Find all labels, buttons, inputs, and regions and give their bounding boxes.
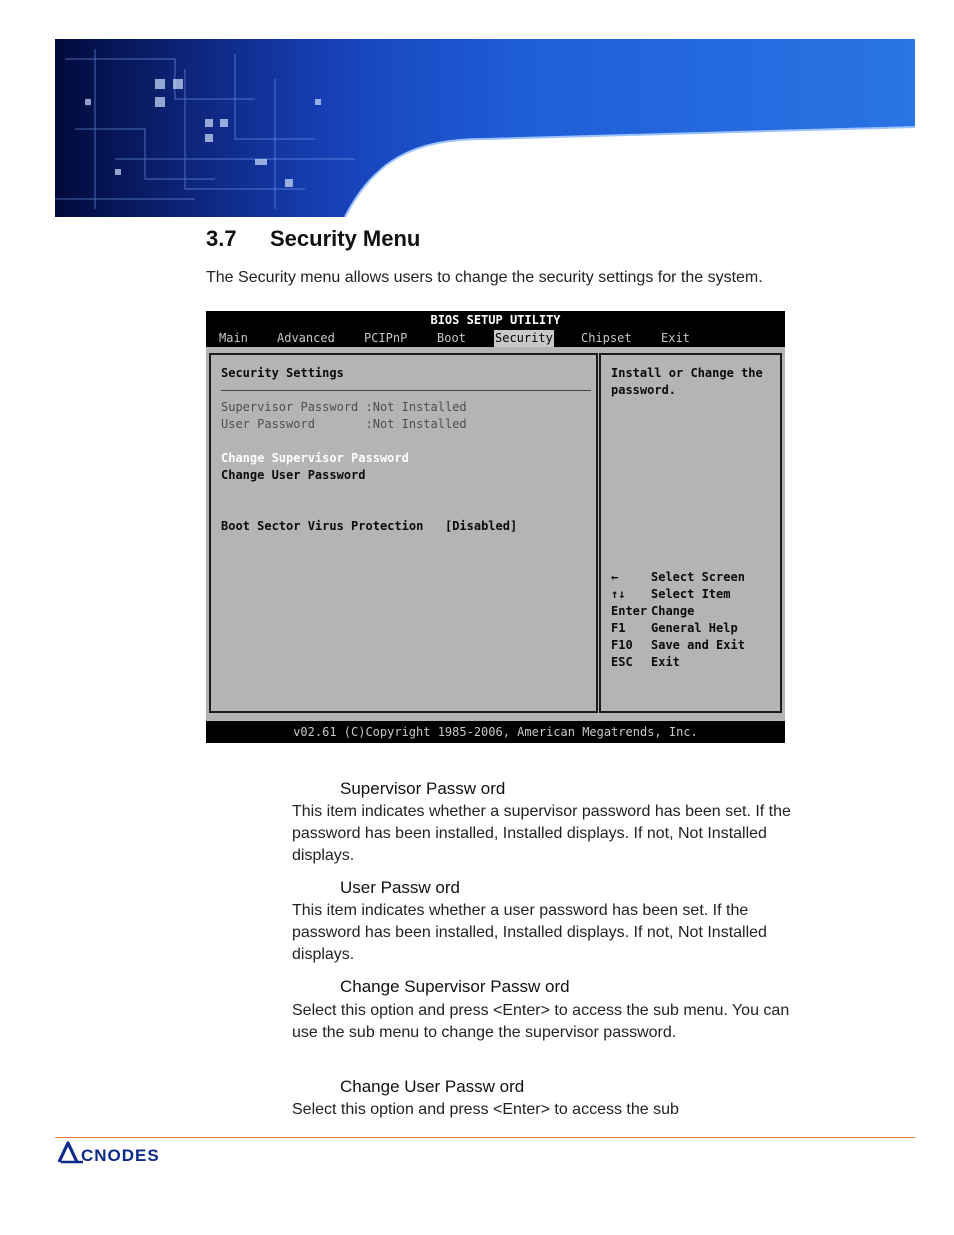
- bios-copyright-footer: v02.61 (C)Copyright 1985-2006, American Megatrends, Inc.: [206, 721, 785, 743]
- tab-boot[interactable]: Boot: [437, 331, 466, 345]
- change-supervisor-password-option[interactable]: Change Supervisor Password: [221, 451, 409, 465]
- tab-main[interactable]: Main: [219, 331, 248, 345]
- header-banner: [55, 39, 915, 217]
- bios-screenshot: [206, 311, 785, 743]
- item-desc-change-user-password: Select this option and press <Enter> to access the sub: [292, 1101, 679, 1118]
- section-title: [206, 226, 420, 252]
- acnodes-logo: [57, 1140, 217, 1166]
- boot-sector-virus-protection-option[interactable]: Boot Sector Virus Protection [Disabled]: [221, 519, 518, 533]
- key-legend-row: ESC Exit: [611, 655, 680, 669]
- up-down-arrow-key-icon: ↑↓: [611, 587, 626, 601]
- key-legend-row: Enter Change: [611, 604, 695, 618]
- item-title-supervisor-password: Supervisor Passw ord: [340, 779, 506, 798]
- circuit-board-graphic: [55, 39, 915, 217]
- intro-paragraph: The Security menu allows users to change the security settings for the system.: [206, 269, 763, 286]
- key-legend-row: ↑↓ Select Item: [611, 587, 731, 601]
- heading-divider: [221, 390, 591, 391]
- item-desc-user-password: This item indicates whether a user password has been set. If the password has been installed, Installed displays. If not, Not Installed displays.: [292, 902, 767, 963]
- item-title-change-supervisor-password: Change Supervisor Passw ord: [340, 977, 570, 996]
- user-password-status: User Password :Not Installed: [221, 417, 467, 431]
- tab-pcipnp[interactable]: PCIPnP: [364, 331, 408, 345]
- help-text-line-1: Install or Change the: [611, 366, 763, 380]
- key-legend-row: F1 General Help: [611, 621, 738, 635]
- tab-advanced[interactable]: Advanced: [277, 331, 335, 345]
- change-user-password-option[interactable]: Change User Password: [221, 468, 366, 482]
- footer-divider: [55, 1137, 915, 1138]
- security-settings-heading: Security Settings: [221, 366, 344, 380]
- bios-header: [206, 311, 785, 347]
- section-title-text: Security Menu: [270, 226, 421, 251]
- help-text-line-2: password.: [611, 383, 677, 397]
- left-arrow-key-icon: ←: [611, 570, 619, 584]
- bios-settings-panel: [209, 353, 598, 713]
- svg-text:CNODES: CNODES: [81, 1146, 160, 1165]
- bios-tab-bar: [206, 330, 785, 347]
- bios-help-panel: [599, 353, 782, 713]
- item-title-change-user-password: Change User Passw ord: [340, 1077, 525, 1096]
- tab-security[interactable]: Security: [495, 331, 553, 345]
- tab-chipset[interactable]: Chipset: [581, 331, 632, 345]
- item-title-user-password: User Passw ord: [340, 878, 460, 897]
- tab-exit[interactable]: Exit: [661, 331, 690, 345]
- item-desc-change-supervisor-password: Select this option and press <Enter> to access the sub menu. You can use the sub menu to change the supervisor password.: [292, 1002, 790, 1041]
- item-desc-supervisor-password: This item indicates whether a supervisor password has been set. If the password has been installed, Installed displays. If not, Not Installed displays.: [292, 803, 791, 864]
- section-number: 3.7: [206, 226, 237, 251]
- key-legend-row: ← Select Screen: [611, 570, 745, 584]
- bios-title: BIOS SETUP UTILITY: [430, 313, 561, 327]
- supervisor-password-status: Supervisor Password :Not Installed: [221, 400, 467, 414]
- key-legend-row: F10 Save and Exit: [611, 638, 745, 652]
